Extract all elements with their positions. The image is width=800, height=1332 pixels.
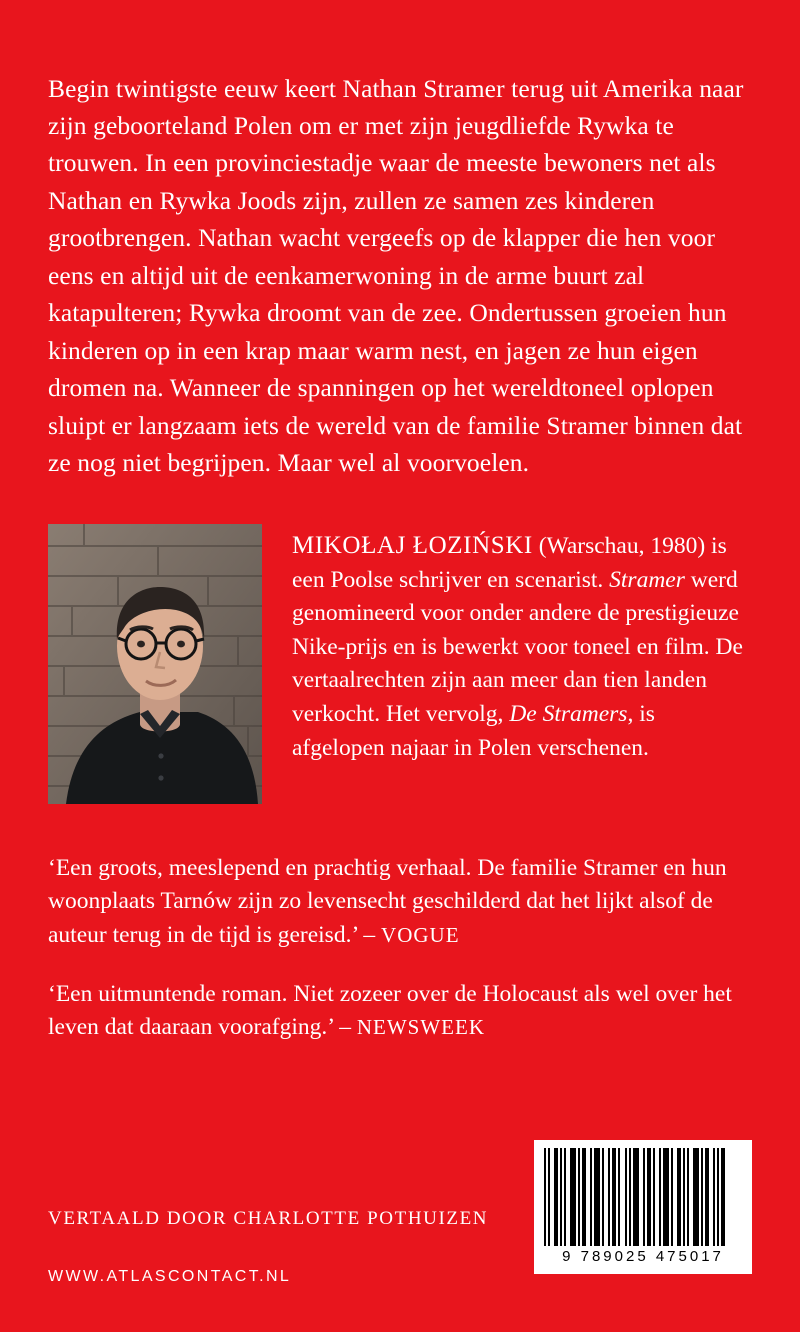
author-bio-part3: , is afgelopen najaar in Polen verschenen. (292, 700, 655, 761)
author-block (48, 524, 752, 804)
author-name: MIKOŁAJ ŁOZIŃSKI (292, 531, 533, 559)
book-back-cover (0, 26, 800, 1332)
review-quote-text: ‘Een uitmuntende roman. Niet zozeer over de Holocaust als wel over het leven dat daaraan voorafging.’ (48, 980, 732, 1041)
author-bio (292, 524, 752, 765)
author-bio-part2: werd genomineerd voor onder andere de prestigieuze Nike-prijs en is bewerkt voor toneel en film. De vertaalrechten zijn aan meer dan tien landen verkocht. Het vervolg, (292, 566, 743, 727)
review-quote (48, 978, 752, 1045)
blurb-text: Begin twintigste eeuw keert Nathan Stramer terug uit Amerika naar zijn geboorteland Polen om er met zijn jeugdliefde Rywka te trouwen. In een provinciestadje waar de meeste bewoners net als Nathan en Rywka Joods zijn, zullen ze samen zes kinderen grootbrengen. Nathan wacht vergeefs op de klapper die hen voor eens en altijd uit de eenkamerwoning in de arme buurt zal katapulteren; Rywka droomt van de zee. Ondertussen groeien hun kinderen op in een krap maar warm nest, en jagen ze hun eigen dromen na. Wanneer de spanningen op het wereldtoneel oplopen sluipt er langzaam iets de wereld van de familie Stramer binnen dat ze nog niet begrijpen. Maar wel al voorvoelen. (48, 73, 744, 478)
review-quote-text: ‘Een groots, meeslepend en prachtig verhaal. De familie Stramer en hun woonplaats Tarnów zijn zo levensecht geschilderd dat het lijkt alsof de auteur terug in de tijd is gereisd.’ (48, 854, 727, 948)
author-portrait-photo (48, 524, 262, 804)
barcode-bars (544, 1148, 742, 1246)
author-bio-part1: (Warschau, 1980) is een Poolse schrijver en scenarist. (292, 532, 727, 593)
review-quote-dash: – (357, 921, 382, 948)
translator-credit: VERTAALD DOOR CHARLOTTE POTHUIZEN (48, 1207, 489, 1229)
review-quote-dash: – (333, 1014, 357, 1041)
isbn-number: 9 789025 475017 (562, 1247, 724, 1265)
review-quote-source: NEWSWEEK (356, 1015, 485, 1040)
isbn-barcode (534, 1140, 752, 1274)
portrait-illustration (48, 524, 262, 804)
publisher-website[interactable]: WWW.ATLASCONTACT.NL (48, 1267, 292, 1285)
review-quote-source: VOGUE (381, 922, 460, 947)
author-bio-title-2: De Stramers (509, 700, 628, 727)
author-bio-title-1: Stramer (609, 566, 685, 593)
review-quotes (48, 852, 752, 1045)
review-quote (48, 852, 752, 952)
